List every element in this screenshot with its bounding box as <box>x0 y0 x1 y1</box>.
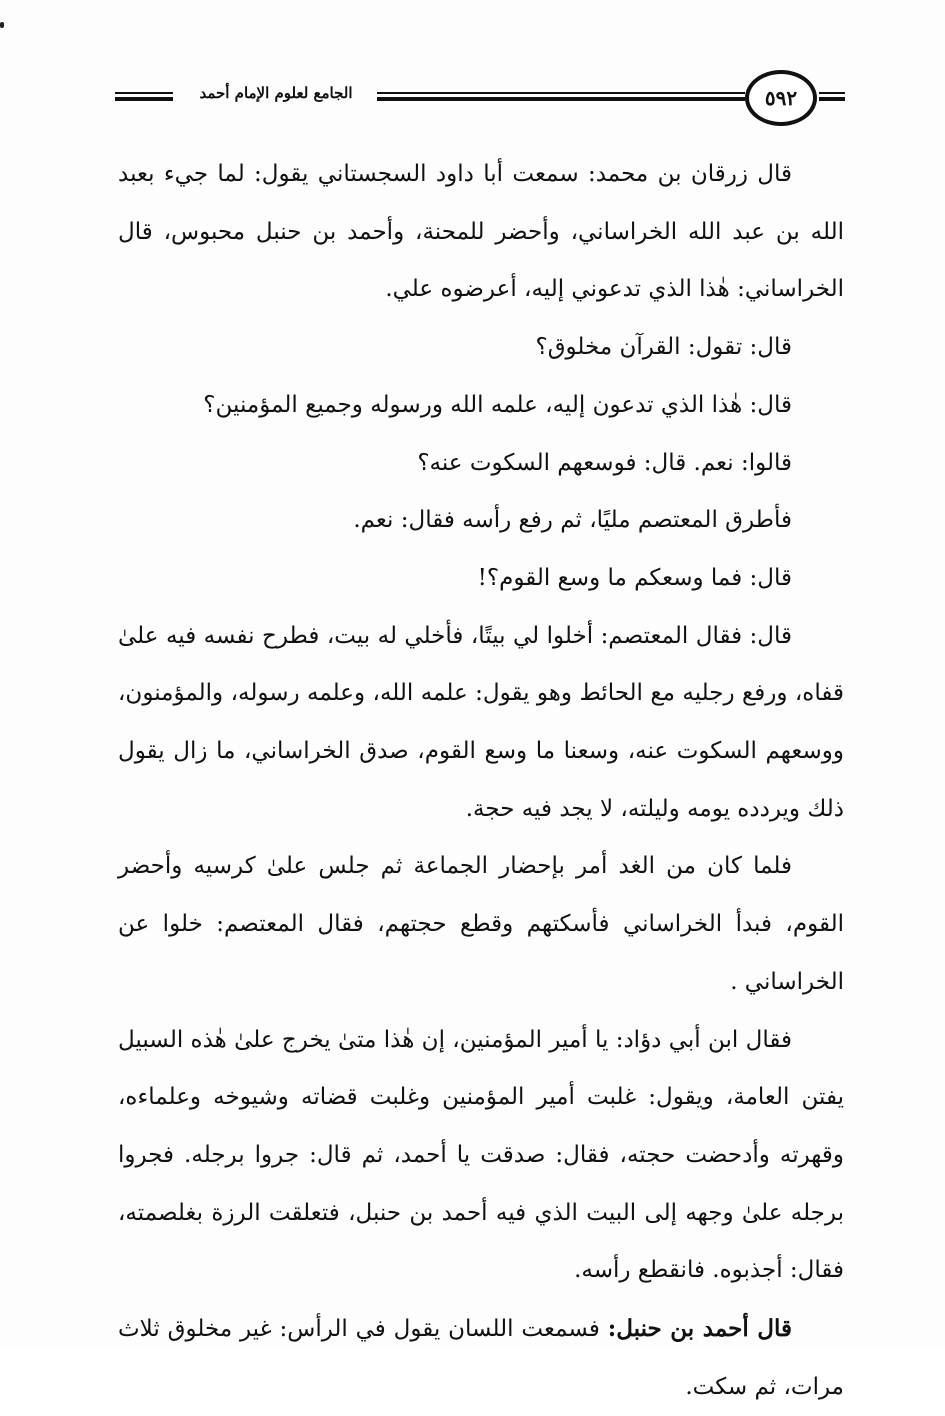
paragraph: قال: تقول: القرآن مخلوق؟ <box>535 334 792 361</box>
paragraph: قال: هٰذا الذي تدعون إليه، علمه الله ورسوله وجميع المؤمنين؟ <box>203 391 792 418</box>
paragraph: فقال ابن أبي دؤاد: يا أمير المؤمنين، إن هٰذا متىٰ يخرج علىٰ هٰذه السبيل يفتن العامة، ويقول: غلبت أمير المؤمنين وغلبت قضاته وشيوخه وعلماءه، وقهرته وأدحضت حجته، فقال: صدقت يا أحمد، ثم قال: جروا برجله. فجروا برجله علىٰ وجهه إلى البيت الذي فيه أحمد بن حنبل، فتعلقت الرزة بغلصمته، فقال: أجذبوه. فانقطع رأسه. <box>118 1026 844 1284</box>
book-title: الجامع لعلوم الإمام أحمد <box>199 84 353 102</box>
paragraph: قال زرقان بن محمد: سمعت أبا داود السجستاني يقول: لما جيء بعبد الله بن عبد الله الخراساني، وأحضر للمحنة، وأحمد بن حنبل محبوس، قال الخراساني: هٰذا الذي تدعوني إليه، أعرضوه علي. <box>118 161 844 303</box>
page-number: ٥٩٢ <box>764 86 798 110</box>
paragraph-final-text: فسمعت اللسان يقول في الرأس: غير مخلوق ثلاث مرات، ثم سكت. <box>118 1316 844 1400</box>
paragraph: قالوا: نعم. قال: فوسعهم السكوت عنه؟ <box>417 449 792 476</box>
page-number-badge <box>745 70 817 126</box>
header-rule-left <box>115 92 173 101</box>
speaker-label: قال أحمد بن حنبل: <box>607 1315 792 1343</box>
paragraph: فلما كان من الغد أمر بإحضار الجماعة ثم جلس علىٰ كرسيه وأحضر القوم، فبدأ الخراساني فأسكتهم وقطع حجتهم، فقال المعتصم: خلوا عن الخراساني . <box>118 853 844 995</box>
scan-mark <box>0 22 4 28</box>
paragraph-final <box>118 1300 844 1416</box>
page-header <box>115 70 845 134</box>
body-text <box>118 146 844 1416</box>
paragraph: قال: فما وسعكم ما وسع القوم؟! <box>477 564 792 591</box>
header-rule-right <box>819 92 845 101</box>
header-rule-middle <box>377 92 745 101</box>
paragraph: قال: فقال المعتصم: أخلوا لي بيتًا، فأخلي له بيت، فطرح نفسه فيه علىٰ قفاه، ورفع رجليه مع الحائط وهو يقول: علمه الله، وعلمه رسوله، والمؤمنون، ووسعهم السكوت عنه، وسعنا ما وسع القوم، صدق الخراساني، ما زال يقول ذلك ويردده يومه وليلته، لا يجد فيه حجة. <box>118 622 844 822</box>
paragraph: فأطرق المعتصم مليًا، ثم رفع رأسه فقال: نعم. <box>353 507 792 534</box>
